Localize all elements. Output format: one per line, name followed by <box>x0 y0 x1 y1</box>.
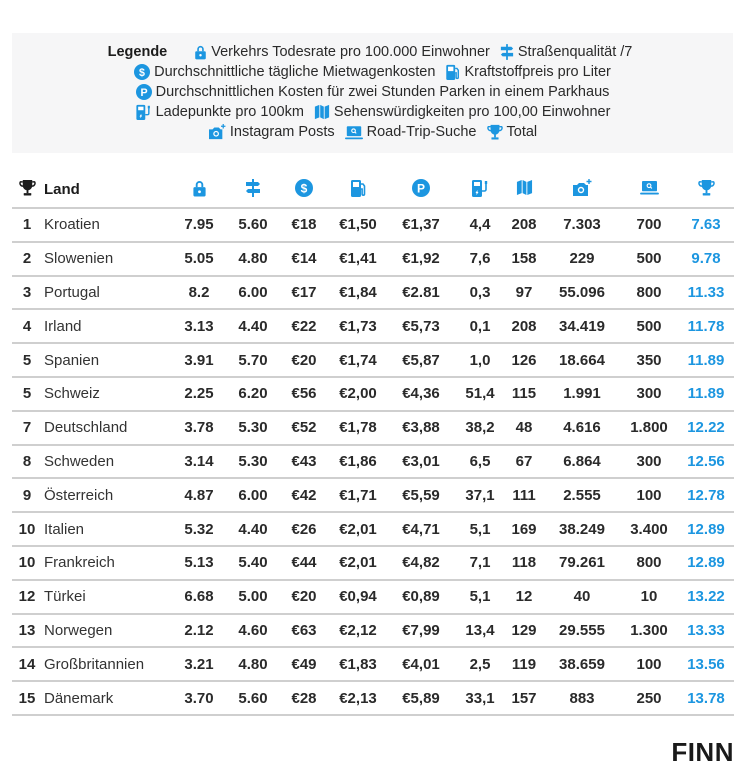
rank-cell: 3 <box>12 276 42 310</box>
legend-label: Instagram Posts <box>229 124 335 140</box>
death-rate-cell: 4.87 <box>170 478 228 512</box>
table-row <box>12 478 734 512</box>
legend-item-charging-points <box>135 104 304 120</box>
table-row <box>12 276 734 310</box>
legend-item-sights <box>314 104 611 120</box>
table-row <box>12 580 734 614</box>
death-rate-cell: 5.32 <box>170 512 228 546</box>
fuel-price-cell: €1,50 <box>330 208 386 242</box>
rank-cell: 5 <box>12 377 42 411</box>
fuel-price-cell: €1,41 <box>330 242 386 276</box>
total-score-cell: 11.78 <box>678 309 734 343</box>
table-row <box>12 208 734 242</box>
country-cell: Kroatien <box>42 208 170 242</box>
country-cell: Deutschland <box>42 411 170 445</box>
rank-cell: 8 <box>12 445 42 479</box>
country-cell: Italien <box>42 512 170 546</box>
charging-points-cell: 0,3 <box>456 276 504 310</box>
death-rate-cell: 8.2 <box>170 276 228 310</box>
parking-cost-cell: €5,59 <box>386 478 456 512</box>
fuel-price-cell: €2,01 <box>330 512 386 546</box>
roadtrip-search-cell: 3.400 <box>620 512 678 546</box>
road-quality-cell: 4.80 <box>228 647 278 681</box>
instagram-posts-cell: 79.261 <box>544 546 620 580</box>
fuel-price-cell: €2,12 <box>330 614 386 648</box>
sights-cell: 126 <box>504 343 544 377</box>
fuel-price-cell: €1,71 <box>330 478 386 512</box>
parking-cost-cell: €4,36 <box>386 377 456 411</box>
death-rate-cell: 3.91 <box>170 343 228 377</box>
roadtrip-search-cell: 500 <box>620 309 678 343</box>
fuel-pump-icon <box>445 64 460 80</box>
charging-points-cell: 51,4 <box>456 377 504 411</box>
parking-cost-cell: €4,01 <box>386 647 456 681</box>
total-score-cell: 11.89 <box>678 377 734 411</box>
charging-points-cell: 2,5 <box>456 647 504 681</box>
death-rate-cell: 7.95 <box>170 208 228 242</box>
total-score-cell: 12.89 <box>678 512 734 546</box>
death-rate-cell: 3.70 <box>170 681 228 715</box>
instagram-posts-cell: 38.249 <box>544 512 620 546</box>
road-quality-cell: 6.00 <box>228 276 278 310</box>
signpost-icon <box>245 179 261 197</box>
table-row <box>12 445 734 479</box>
legend-label: Ladepunkte pro 100km <box>155 104 304 120</box>
rental-cost-cell: €26 <box>278 512 330 546</box>
death-rate-cell: 3.13 <box>170 309 228 343</box>
total-score-cell: 11.89 <box>678 343 734 377</box>
rank-cell: 10 <box>12 546 42 580</box>
total-score-cell: 12.89 <box>678 546 734 580</box>
legend-label: Straßenqualität /7 <box>517 44 633 60</box>
legend-title: Legende <box>107 44 168 60</box>
road-quality-cell: 5.70 <box>228 343 278 377</box>
roadtrip-search-cell: 10 <box>620 580 678 614</box>
roadtrip-search-cell: 250 <box>620 681 678 715</box>
road-quality-cell: 5.30 <box>228 411 278 445</box>
ranking-table <box>12 172 734 716</box>
laptop-search-icon <box>640 180 659 195</box>
country-cell: Slowenien <box>42 242 170 276</box>
fuel-price-cell: €2,00 <box>330 377 386 411</box>
table-row <box>12 242 734 276</box>
table-row <box>12 647 734 681</box>
total-score-cell: 11.33 <box>678 276 734 310</box>
header-fuel-price <box>330 172 386 208</box>
road-quality-cell: 5.30 <box>228 445 278 479</box>
ev-charger-icon <box>471 179 489 197</box>
sights-cell: 48 <box>504 411 544 445</box>
trophy-icon <box>698 179 715 196</box>
parking-cost-cell: €5,73 <box>386 309 456 343</box>
death-rate-cell: 3.78 <box>170 411 228 445</box>
roadtrip-search-cell: 300 <box>620 377 678 411</box>
rank-cell: 15 <box>12 681 42 715</box>
rental-cost-cell: €49 <box>278 647 330 681</box>
instagram-posts-cell: 7.303 <box>544 208 620 242</box>
total-score-cell: 13.78 <box>678 681 734 715</box>
roadtrip-search-cell: 1.300 <box>620 614 678 648</box>
sights-cell: 97 <box>504 276 544 310</box>
roadtrip-search-cell: 100 <box>620 647 678 681</box>
dollar-coin-icon <box>134 64 150 80</box>
charging-points-cell: 38,2 <box>456 411 504 445</box>
country-cell: Großbritannien <box>42 647 170 681</box>
total-score-cell: 12.78 <box>678 478 734 512</box>
instagram-posts-cell: 55.096 <box>544 276 620 310</box>
rental-cost-cell: €20 <box>278 343 330 377</box>
rank-cell: 12 <box>12 580 42 614</box>
parking-cost-cell: €3,01 <box>386 445 456 479</box>
country-cell: Spanien <box>42 343 170 377</box>
sights-cell: 12 <box>504 580 544 614</box>
road-quality-cell: 5.60 <box>228 681 278 715</box>
legend-item-roadtrip-search <box>345 124 477 140</box>
legend-line-3 <box>12 82 733 102</box>
fuel-price-cell: €0,94 <box>330 580 386 614</box>
charging-points-cell: 6,5 <box>456 445 504 479</box>
country-cell: Dänemark <box>42 681 170 715</box>
header-rental-cost <box>278 172 330 208</box>
instagram-posts-cell: 229 <box>544 242 620 276</box>
camera-icon <box>208 124 226 140</box>
total-score-cell: 12.56 <box>678 445 734 479</box>
rental-cost-cell: €17 <box>278 276 330 310</box>
death-rate-cell: 3.14 <box>170 445 228 479</box>
instagram-posts-cell: 6.864 <box>544 445 620 479</box>
country-cell: Irland <box>42 309 170 343</box>
rank-cell: 4 <box>12 309 42 343</box>
parking-cost-cell: €1,92 <box>386 242 456 276</box>
legend-line-2 <box>12 62 733 82</box>
instagram-posts-cell: 34.419 <box>544 309 620 343</box>
roadtrip-search-cell: 800 <box>620 546 678 580</box>
header-charging-points <box>456 172 504 208</box>
header-land: Land <box>44 181 80 198</box>
instagram-posts-cell: 4.616 <box>544 411 620 445</box>
death-rate-cell: 2.25 <box>170 377 228 411</box>
death-rate-cell: 3.21 <box>170 647 228 681</box>
total-score-cell: 13.22 <box>678 580 734 614</box>
rental-cost-cell: €22 <box>278 309 330 343</box>
legend-line-1 <box>12 42 733 62</box>
table-row <box>12 343 734 377</box>
rank-cell: 7 <box>12 411 42 445</box>
roadtrip-search-cell: 500 <box>620 242 678 276</box>
sights-cell: 157 <box>504 681 544 715</box>
fuel-price-cell: €1,84 <box>330 276 386 310</box>
charging-points-cell: 33,1 <box>456 681 504 715</box>
finn-logo: FINN <box>671 737 734 767</box>
legend-item-total <box>487 124 538 140</box>
legend-line-4 <box>12 102 733 122</box>
fuel-price-cell: €2,01 <box>330 546 386 580</box>
legend-item-road-quality <box>500 44 632 60</box>
legend-label: Durchschnittlichen Kosten für zwei Stunden Parken in einem Parkhaus <box>155 84 610 100</box>
road-quality-cell: 4.80 <box>228 242 278 276</box>
legend-label: Total <box>506 124 538 140</box>
rank-cell: 14 <box>12 647 42 681</box>
instagram-posts-cell: 2.555 <box>544 478 620 512</box>
country-cell: Portugal <box>42 276 170 310</box>
country-cell: Frankreich <box>42 546 170 580</box>
sights-cell: 208 <box>504 208 544 242</box>
country-cell: Schweiz <box>42 377 170 411</box>
total-score-cell: 12.22 <box>678 411 734 445</box>
roadtrip-search-cell: 1.800 <box>620 411 678 445</box>
trophy-icon <box>487 124 503 140</box>
road-quality-cell: 6.00 <box>228 478 278 512</box>
ev-charger-icon <box>135 104 152 120</box>
header-instagram <box>544 172 620 208</box>
roadtrip-search-cell: 350 <box>620 343 678 377</box>
header-rank <box>12 172 42 208</box>
instagram-posts-cell: 1.991 <box>544 377 620 411</box>
fuel-price-cell: €1,83 <box>330 647 386 681</box>
header-parking-cost <box>386 172 456 208</box>
charging-points-cell: 5,1 <box>456 512 504 546</box>
trophy-icon <box>19 179 36 196</box>
road-quality-cell: 6.20 <box>228 377 278 411</box>
parking-cost-cell: €3,88 <box>386 411 456 445</box>
header-sights <box>504 172 544 208</box>
table-row <box>12 309 734 343</box>
sights-cell: 208 <box>504 309 544 343</box>
charging-points-cell: 7,6 <box>456 242 504 276</box>
header-death-rate <box>170 172 228 208</box>
parking-cost-cell: €2.81 <box>386 276 456 310</box>
roadtrip-search-cell: 300 <box>620 445 678 479</box>
rental-cost-cell: €56 <box>278 377 330 411</box>
legend-label: Verkehrs Todesrate pro 100.000 Einwohner <box>211 44 490 60</box>
table-row <box>12 546 734 580</box>
charging-points-cell: 0,1 <box>456 309 504 343</box>
sights-cell: 111 <box>504 478 544 512</box>
total-score-cell: 9.78 <box>678 242 734 276</box>
lock-icon <box>192 179 207 197</box>
sights-cell: 158 <box>504 242 544 276</box>
header-roadtrip-search <box>620 172 678 208</box>
country-cell: Österreich <box>42 478 170 512</box>
death-rate-cell: 5.05 <box>170 242 228 276</box>
rental-cost-cell: €42 <box>278 478 330 512</box>
legend-label: Sehenswürdigkeiten pro 100,00 Einwohner <box>333 104 611 120</box>
rank-cell: 1 <box>12 208 42 242</box>
laptop-search-icon <box>345 125 363 140</box>
signpost-icon <box>500 44 514 60</box>
legend-panel <box>12 33 733 153</box>
legend-item-fuel-price <box>445 64 610 80</box>
camera-icon <box>572 179 592 197</box>
sights-cell: 129 <box>504 614 544 648</box>
fuel-price-cell: €1,86 <box>330 445 386 479</box>
roadtrip-search-cell: 700 <box>620 208 678 242</box>
charging-points-cell: 7,1 <box>456 546 504 580</box>
total-score-cell: 7.63 <box>678 208 734 242</box>
instagram-posts-cell: 38.659 <box>544 647 620 681</box>
rank-cell: 9 <box>12 478 42 512</box>
legend-label: Kraftstoffpreis pro Liter <box>464 64 611 80</box>
rank-cell: 2 <box>12 242 42 276</box>
table-row <box>12 377 734 411</box>
charging-points-cell: 13,4 <box>456 614 504 648</box>
legend-label: Road-Trip-Suche <box>366 124 477 140</box>
rental-cost-cell: €52 <box>278 411 330 445</box>
road-quality-cell: 5.60 <box>228 208 278 242</box>
fuel-price-cell: €1,73 <box>330 309 386 343</box>
fuel-price-cell: €1,74 <box>330 343 386 377</box>
table-row <box>12 614 734 648</box>
parking-cost-cell: €7,99 <box>386 614 456 648</box>
charging-points-cell: 37,1 <box>456 478 504 512</box>
rental-cost-cell: €14 <box>278 242 330 276</box>
instagram-posts-cell: 883 <box>544 681 620 715</box>
sights-cell: 67 <box>504 445 544 479</box>
country-cell: Türkei <box>42 580 170 614</box>
rental-cost-cell: €44 <box>278 546 330 580</box>
rental-cost-cell: €18 <box>278 208 330 242</box>
parking-cost-cell: €5,89 <box>386 681 456 715</box>
table-row <box>12 411 734 445</box>
road-quality-cell: 5.40 <box>228 546 278 580</box>
instagram-posts-cell: 18.664 <box>544 343 620 377</box>
death-rate-cell: 2.12 <box>170 614 228 648</box>
country-cell: Schweden <box>42 445 170 479</box>
rental-cost-cell: €43 <box>278 445 330 479</box>
sights-cell: 118 <box>504 546 544 580</box>
total-score-cell: 13.33 <box>678 614 734 648</box>
dollar-coin-icon <box>295 179 313 197</box>
map-icon <box>314 104 330 120</box>
legend-item-death-rate <box>194 44 490 60</box>
instagram-posts-cell: 40 <box>544 580 620 614</box>
charging-points-cell: 4,4 <box>456 208 504 242</box>
legend-item-instagram <box>208 124 335 140</box>
death-rate-cell: 5.13 <box>170 546 228 580</box>
legend-line-5 <box>12 122 733 142</box>
rental-cost-cell: €63 <box>278 614 330 648</box>
death-rate-cell: 6.68 <box>170 580 228 614</box>
country-cell: Norwegen <box>42 614 170 648</box>
road-quality-cell: 4.40 <box>228 309 278 343</box>
parking-icon <box>412 179 430 197</box>
lock-icon <box>194 44 207 60</box>
total-score-cell: 13.56 <box>678 647 734 681</box>
sights-cell: 115 <box>504 377 544 411</box>
roadtrip-search-cell: 800 <box>620 276 678 310</box>
road-quality-cell: 4.40 <box>228 512 278 546</box>
legend-label: Durchschnittliche tägliche Mietwagenkosten <box>154 64 436 80</box>
header-road-quality <box>228 172 278 208</box>
rank-cell: 5 <box>12 343 42 377</box>
table-row <box>12 681 734 715</box>
rental-cost-cell: €20 <box>278 580 330 614</box>
roadtrip-search-cell: 100 <box>620 478 678 512</box>
legend-item-rental-cost <box>134 64 435 80</box>
fuel-pump-icon <box>350 179 366 197</box>
parking-cost-cell: €5,87 <box>386 343 456 377</box>
sights-cell: 119 <box>504 647 544 681</box>
fuel-price-cell: €1,78 <box>330 411 386 445</box>
map-icon <box>516 179 533 196</box>
parking-cost-cell: €0,89 <box>386 580 456 614</box>
rank-cell: 13 <box>12 614 42 648</box>
parking-icon <box>136 84 152 100</box>
charging-points-cell: 5,1 <box>456 580 504 614</box>
table-body <box>12 208 734 715</box>
parking-cost-cell: €4,82 <box>386 546 456 580</box>
charging-points-cell: 1,0 <box>456 343 504 377</box>
instagram-posts-cell: 29.555 <box>544 614 620 648</box>
road-quality-cell: 4.60 <box>228 614 278 648</box>
rank-cell: 10 <box>12 512 42 546</box>
table-header-row <box>12 172 734 208</box>
parking-cost-cell: €1,37 <box>386 208 456 242</box>
rental-cost-cell: €28 <box>278 681 330 715</box>
sights-cell: 169 <box>504 512 544 546</box>
road-quality-cell: 5.00 <box>228 580 278 614</box>
fuel-price-cell: €2,13 <box>330 681 386 715</box>
header-total <box>678 172 734 208</box>
table-row <box>12 512 734 546</box>
legend-item-parking-cost <box>136 84 610 100</box>
parking-cost-cell: €4,71 <box>386 512 456 546</box>
